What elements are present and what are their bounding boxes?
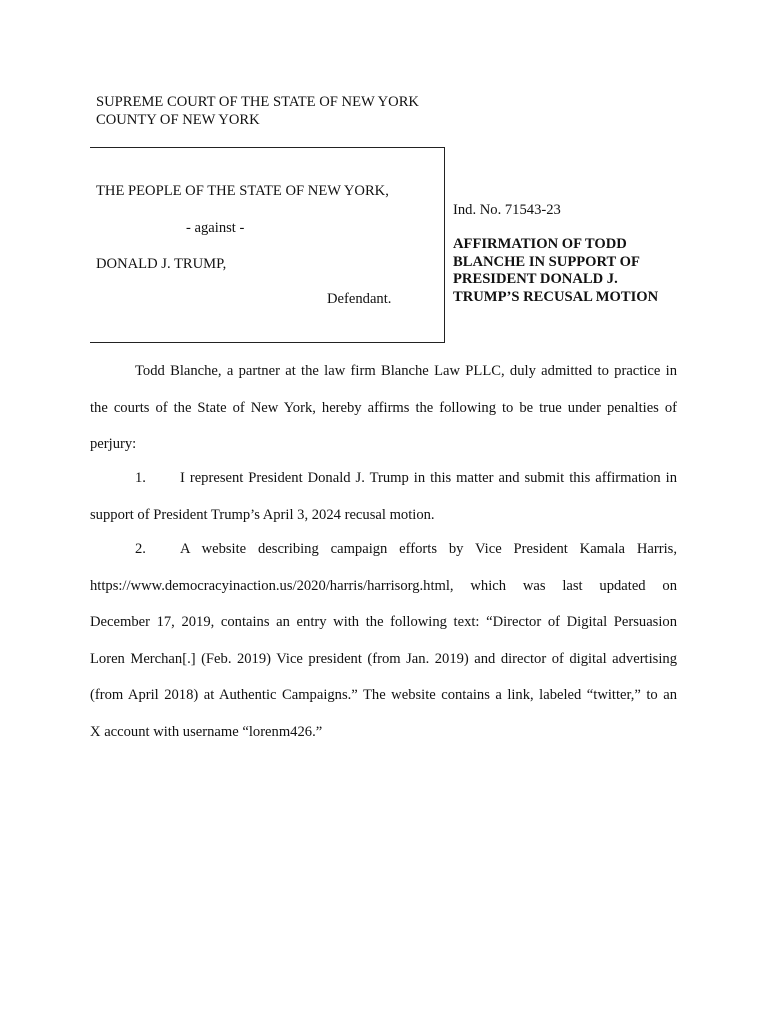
court-name: SUPREME COURT OF THE STATE OF NEW YORK bbox=[96, 94, 419, 110]
caption-defendant-name: DONALD J. TRUMP, bbox=[96, 256, 227, 272]
paragraph-line: X account with username “lorenm426.” bbox=[90, 723, 323, 740]
intro-line: the courts of the State of New York, hereby affirms the following to be true under penalties of bbox=[90, 399, 677, 416]
paragraph-line: Loren Merchan[.] (Feb. 2019) Vice president (from Jan. 2019) and director of digital advertising bbox=[90, 650, 677, 667]
paragraph-line: 2. A website describing campaign efforts by Vice President Kamala Harris, bbox=[90, 531, 677, 568]
caption-box bbox=[90, 147, 445, 343]
intro-line: Todd Blanche, a partner at the law firm Blanche Law PLLC, duly admitted to practice in bbox=[135, 363, 677, 379]
paragraph-line: 1. I represent President Donald J. Trump in this matter and submit this affirmation in bbox=[90, 460, 677, 497]
caption-plaintiff: THE PEOPLE OF THE STATE OF NEW YORK, bbox=[96, 183, 389, 199]
numbered-paragraph-2 bbox=[90, 531, 677, 751]
paragraph-line: support of President Trump’s April 3, 2024 recusal motion. bbox=[90, 506, 435, 523]
paragraph-line: (from April 2018) at Authentic Campaigns.” The website contains a link, labeled “twitter,” to an bbox=[90, 687, 677, 704]
paragraph-line: https://www.democracyinaction.us/2020/harris/harrisorg.html, which was last updated on bbox=[90, 577, 677, 594]
intro-paragraph bbox=[90, 353, 677, 463]
paragraph-number: 1. bbox=[135, 470, 146, 486]
paragraph-number: 2. bbox=[135, 541, 146, 557]
caption-against: - against - bbox=[186, 220, 245, 236]
caption-defendant-role: Defendant. bbox=[327, 291, 392, 307]
index-number: Ind. No. 71543-23 bbox=[453, 202, 561, 218]
document-title: AFFIRMATION OF TODD BLANCHE IN SUPPORT OF PRESIDENT DONALD J. TRUMP’S RECUSAL MOTION bbox=[453, 236, 659, 305]
numbered-paragraph-1 bbox=[90, 460, 677, 533]
intro-line: perjury: bbox=[90, 436, 137, 453]
paragraph-line: December 17, 2019, contains an entry with the following text: “Director of Digital Persuasion bbox=[90, 614, 677, 631]
county-name: COUNTY OF NEW YORK bbox=[96, 112, 260, 128]
